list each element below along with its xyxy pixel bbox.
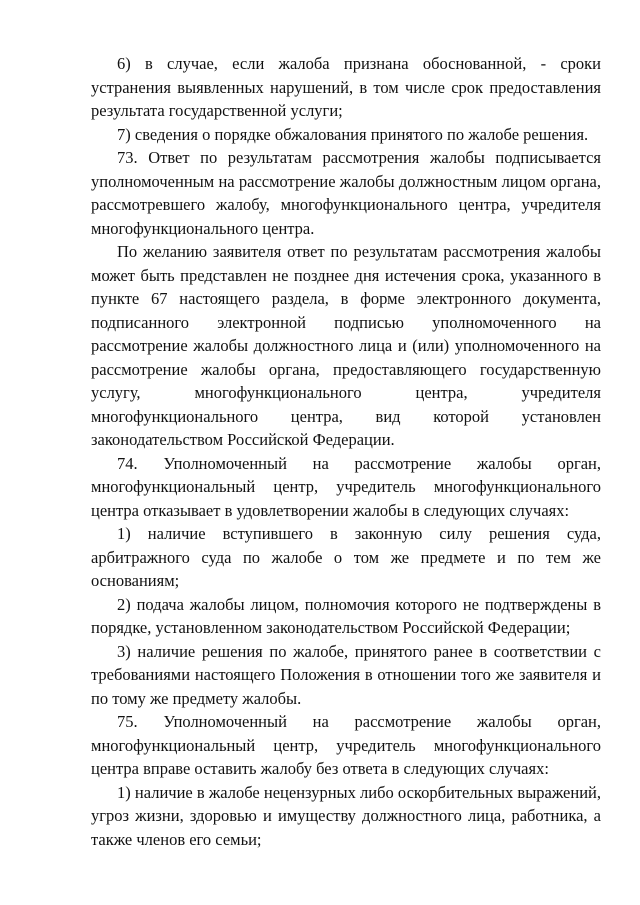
paragraph-electronic-response: По желанию заявителя ответ по результатам рассмотрения жалобы может быть представлен не позднее дня истечения срока, указанного в пункте 67 настоящего раздела, в форме электронного документа, подписанного электронной подписью уполномоченного на рассмотрение жалобы должностного лица и (или) уполномоченного на рассмотрение жалобы органа, предоставляющего государственную услугу, многофункционального центра, учредителя многофункционального центра, вид которой установлен законодательством Российской Федерации. (91, 242, 601, 449)
paragraph-74-item-1: 1) наличие вступившего в законную силу решения суда, арбитражного суда по жалобе о том же предмете и по тем же основаниям; (91, 524, 601, 590)
paragraph-item-6: 6) в случае, если жалоба признана обоснованной, - сроки устранения выявленных нарушений, в том числе срок предоставления результата государственной услуги; (91, 54, 601, 120)
paragraph-74-item-2: 2) подача жалобы лицом, полномочия которого не подтверждены в порядке, установленном законодательством Российской Федерации; (91, 594, 601, 637)
paragraph-75-item-1: 1) наличие в жалобе нецензурных либо оскорбительных выражений, угроз жизни, здоровью и имуществу должностного лица, работника, а также членов его семьи; (91, 782, 601, 849)
paragraph-74: 74. Уполномоченный на рассмотрение жалобы орган, многофункциональный центр, учредитель многофункционального центра отказывает в удовлетворении жалобы в следующих случаях: (91, 453, 601, 520)
paragraph-item-7: 7) сведения о порядке обжалования принятого по жалобе решения. (117, 124, 589, 144)
document-body (91, 52, 601, 851)
paragraph-73: 73. Ответ по результатам рассмотрения жалобы подписывается уполномоченным на рассмотрение жалобы должностным лицом органа, рассмотревшего жалобу, многофункционального центра, учредителя многофункционального центра. (91, 148, 601, 238)
paragraph-74-item-3: 3) наличие решения по жалобе, принятого ранее в соответствии с требованиями настоящего Положения в отношении того же заявителя и по тому же предмету жалобы. (91, 641, 601, 708)
paragraph-75: 75. Уполномоченный на рассмотрение жалобы орган, многофункциональный центр, учредитель многофункционального центра вправе оставить жалобу без ответа в следующих случаях: (91, 712, 601, 778)
